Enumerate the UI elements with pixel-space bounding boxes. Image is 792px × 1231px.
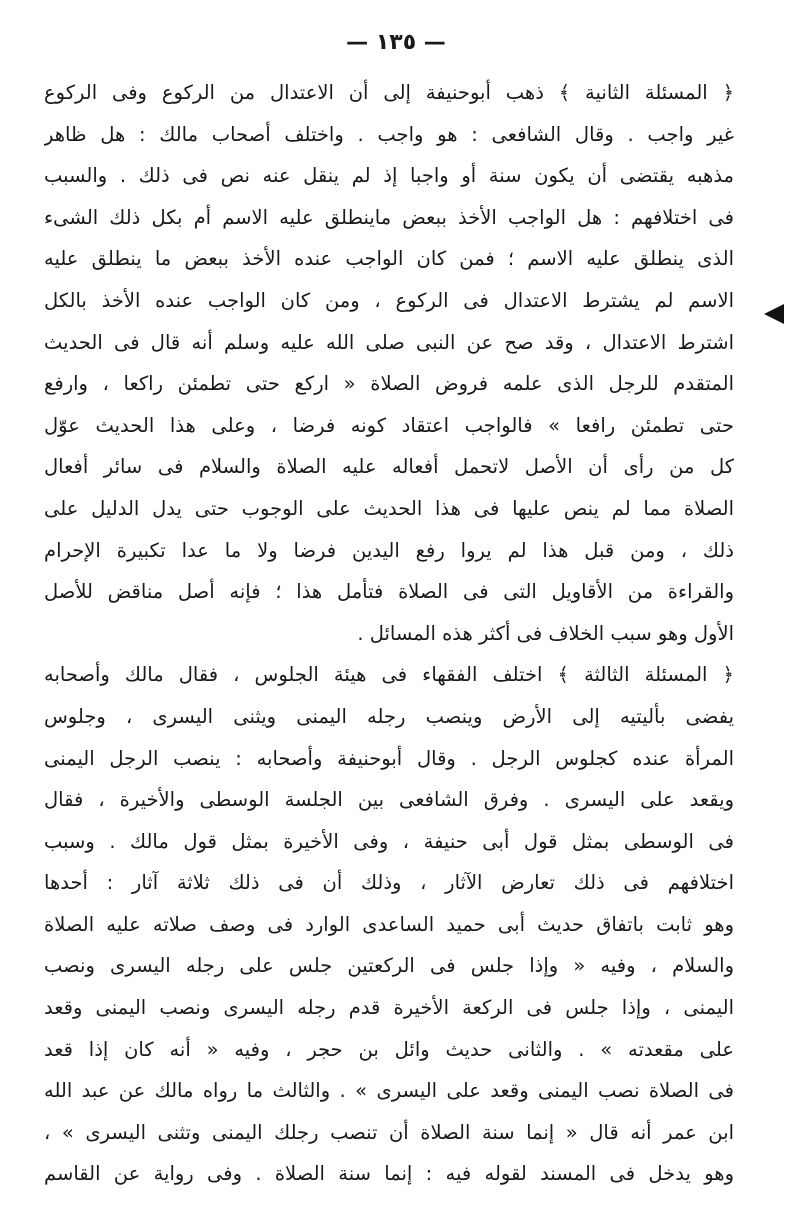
text-line: يفضى بأليتيه إلى الأرض وينصب رجله اليمنى ويثنى اليسرى ، وجلوس [44,704,734,728]
text-line: المرأة عنده كجلوس الرجل . وقال أبوحنيفة وأصحابه : ينصب الرجل اليمنى [44,746,734,770]
text-line: فى اختلافهم : هل الواجب الأخذ ببعض ماينطلق عليه الاسم أم بكل ذلك الشىء [44,205,734,229]
text-line: فى الصلاة نصب اليمنى وقعد على اليسرى » . والثالث ما رواه مالك عن عبد الله [44,1079,734,1103]
text-line: اختلافهم فى ذلك تعارض الآثار ، وذلك أن فى ذلك ثلاثة آثار : أحدها [44,871,734,895]
text-line: كل من رأى أن الأصل لاتحمل أفعاله عليه الصلاة والسلام فى سائر أفعال [44,455,734,479]
text-line: وهو ثابت باتفاق حديث أبى حميد الساعدى الوارد فى وصف صلاته عليه الصلاة [44,912,734,936]
body-text [44,72,734,1195]
text-line: الذى ينطلق عليه الاسم ؛ فمن كان الواجب عنده الأخذ ببعض ما ينطلق عليه [44,247,734,271]
text-line: والقراءة من الأقاويل التى فى الصلاة فتأمل هذا ؛ فإنه أصل مناقض للأصل [44,580,734,604]
text-line: ﴿ المسئلة الثانية ﴾ ذهب أبوحنيفة إلى أن الاعتدال من الركوع وفى الركوع [44,81,734,104]
text-line: حتى تطمئن رافعا » فالواجب اعتقاد كونه فرضا ، وعلى هذا الحديث عوّل [44,413,734,437]
text-line: المتقدم للرجل الذى علمه فروض الصلاة « اركع حتى تطمئن راكعا ، وارفع [44,372,734,396]
text-line: الصلاة مما لم ينص عليها فى هذا الحديث على الوجوب حتى يدل الدليل على [44,496,734,520]
text-line: ابن عمر أنه قال « إنما سنة الصلاة أن تنصب رجلك اليمنى وتثنى اليسرى » ، [44,1120,734,1144]
text-line: وهو يدخل فى المسند لقوله فيه : إنما سنة الصلاة . وفى رواية عن القاسم [44,1162,734,1186]
text-line: والسلام ، وفيه « وإذا جلس فى الركعتين جلس على رجله اليسرى ونصب [44,954,734,978]
text-line: غير واجب . وقال الشافعى : هو واجب . واختلف أصحاب مالك : هل ظاهر [44,122,734,146]
text-line: مذهبه يقتضى أن يكون سنة أو واجبا إذ لم ينقل عنه نص فى ذلك . والسبب [44,164,734,188]
text-line: الأول وهو سبب الخلاف فى أكثر هذه المسائل . [357,621,734,645]
text-line: الاسم لم يشترط الاعتدال فى الركوع ، ومن كان الواجب عنده الأخذ بالكل [44,288,734,312]
text-line: فى الوسطى بمثل قول أبى حنيفة ، وفى الأخيرة بمثل قول مالك . وسبب [44,829,734,853]
text-line: ويقعد على اليسرى . وفرق الشافعى بين الجلسة الوسطى والأخيرة ، فقال [44,788,734,812]
text-line: ﴿ المسئلة الثالثة ﴾ اختلف الفقهاء فى هيئة الجلوس ، فقال مالك وأصحابه [44,663,734,687]
margin-arrow-icon [764,304,784,324]
text-line: اليمنى ، وإذا جلس فى الركعة الأخيرة قدم رجله اليسرى ونصب اليمنى وقعد [44,996,734,1020]
text-line: على مقعدته » . والثانى حديث وائل بن حجر ، وفيه « أنه كان إذا قعد [44,1037,734,1061]
text-line: اشترط الاعتدال ، وقد صح عن النبى صلى الله عليه وسلم أنه قال فى الحديث [44,330,734,354]
page-number: — ١٣٥ — [346,30,446,55]
text-line: ذلك ، ومن قبل هذا لم يروا رفع اليدين فرضا ولا ما عدا تكبيرة الإحرام [44,538,734,562]
